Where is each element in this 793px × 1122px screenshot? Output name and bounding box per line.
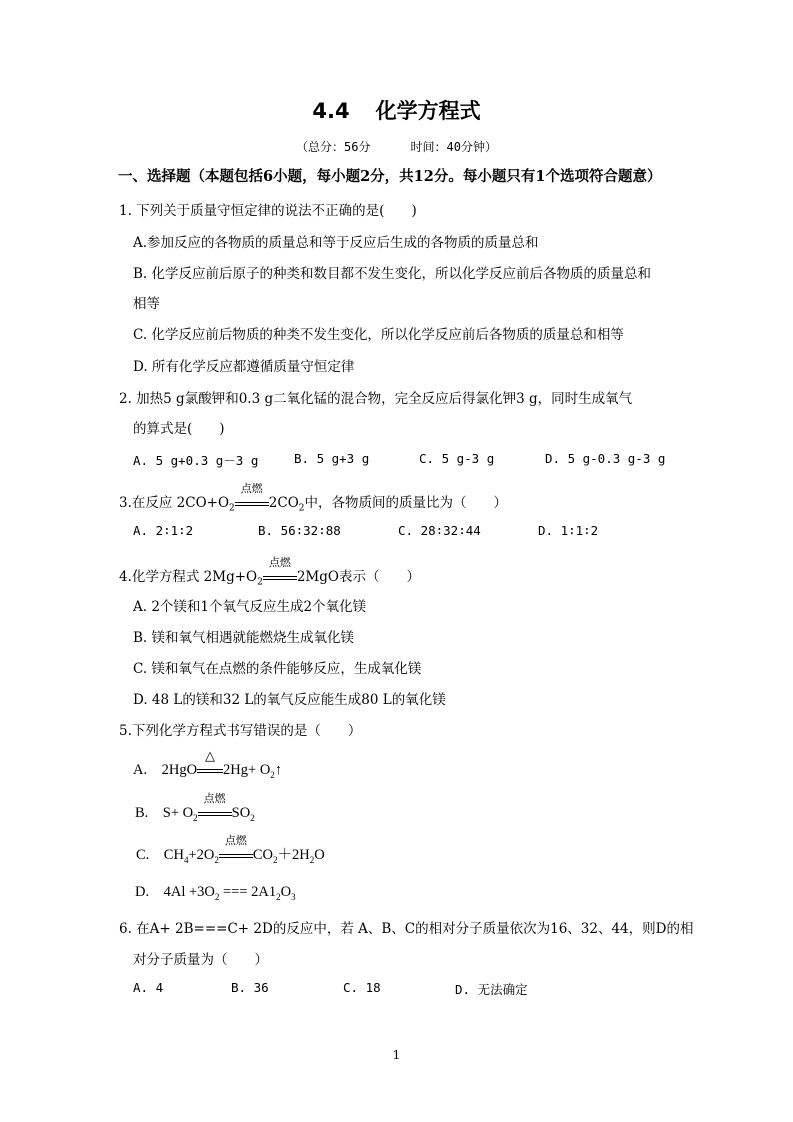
q6-option-a: A. 4 — [133, 980, 164, 995]
q3-option-a: A. 2∶1∶2 — [133, 523, 194, 538]
q4-option-c: C. 镁和氧气在点燃的条件能够反应，生成氧化镁 — [133, 661, 422, 677]
title-text: 化学方程式 — [375, 99, 481, 123]
q5-option-d: D. $4Al +3O_2$ === $2A1_2O_3$ — [135, 884, 296, 902]
q5-stem: 5.下列化学方程式书写错误的是（ ） — [119, 723, 362, 739]
q3-option-b: B. 56∶32∶88 — [258, 523, 341, 538]
reaction-condition: 点燃 — [198, 805, 232, 822]
q1-option-d: D. 所有化学反应都遵循质量守恒定律 — [133, 359, 355, 375]
q2-stem: 2. 加热5 g氯酸钾和0.3 g二氧化锰的混合物，完全反应后得氯化钾3 g，同时生成氧气 — [119, 391, 633, 407]
q6-option-c: C. 18 — [343, 980, 381, 995]
q1-option-c: C. 化学反应前后物质的种类不发生变化，所以化学反应前后各物质的质量总和相等 — [133, 327, 624, 343]
q6-option-b: B. 36 — [231, 980, 269, 995]
q5-option-b: B. $S+ O_2$ 点燃 $SO_2$ — [135, 792, 255, 823]
page-title — [0, 95, 793, 125]
reaction-condition: 点燃 — [263, 569, 297, 585]
heat-condition: △ — [197, 762, 223, 779]
q4-option-d: D. 48 L的镁和32 L的氧气反应能生成80 L的氧化镁 — [133, 692, 446, 708]
q5-option-c: C. $CH_4+2O_2$ 点燃 $CO_2+2H_2O$ — [136, 834, 325, 865]
q1-option-b: B. 化学反应前后原子的种类和数目都不发生变化，所以化学反应前后各物质的质量总和 — [133, 266, 652, 282]
q5-option-a: A. 2HgO △ $2Hg+ O_2↑$ — [133, 749, 283, 780]
q6-option-d: D. 无法确定 — [455, 982, 528, 997]
page-number: 1 — [392, 1048, 401, 1062]
q1-option-b-cont: 相等 — [133, 296, 160, 312]
section-heading: 一、选择题（本题包括6小题，每小题2分，共12分。每小题只有1个选项符合题意） — [118, 168, 662, 185]
q4-option-b: B. 镁和氧气相遇就能燃烧生成氧化镁 — [133, 630, 355, 646]
q1-option-a: A.参加反应的各物质的质量总和等于反应后生成的各物质的质量总和 — [133, 235, 539, 251]
q2-option-a: A. 5 g+0.3 g－3 g — [133, 453, 259, 468]
q3-option-d: D. 1∶1∶2 — [538, 523, 599, 538]
q1-stem: 1. 下列关于质量守恒定律的说法不正确的是( ) — [119, 203, 417, 219]
total-score: （总分：56分 — [296, 140, 371, 154]
q2-option-d: D. 5 g-0.3 g-3 g — [545, 451, 666, 466]
time-limit: 时间：40分钟） — [410, 140, 497, 154]
q2-stem-cont: 的算式是( ) — [133, 421, 225, 437]
reaction-condition: 点燃 — [219, 847, 253, 864]
q2-option-b: B. 5 g+3 g — [294, 451, 370, 466]
q2-option-c: C. 5 g-3 g — [419, 451, 495, 466]
title-number: 4.4 — [312, 99, 350, 123]
q6-stem-cont: 对分子质量为（ ） — [133, 952, 268, 968]
q4-stem: 4.化学方程式 $2Mg+O_2$ 点燃 2MgO表示（ ） — [119, 556, 420, 588]
reaction-condition: 点燃 — [235, 495, 269, 511]
exam-info — [0, 138, 793, 155]
q6-stem: 6. 在A+ 2B===C+ 2D的反应中，若 A、B、C的相对分子质量依次为16、32、44，则D的相 — [119, 921, 694, 937]
q4-option-a: A. 2个镁和1个氧气反应生成2个氧化镁 — [133, 599, 367, 615]
q3-option-c: C. 28∶32∶44 — [398, 523, 481, 538]
q3-stem: 3.在反应 $2CO+O_2$ 点燃 $2CO_2$中，各物质间的质量比为（ ） — [119, 482, 508, 514]
